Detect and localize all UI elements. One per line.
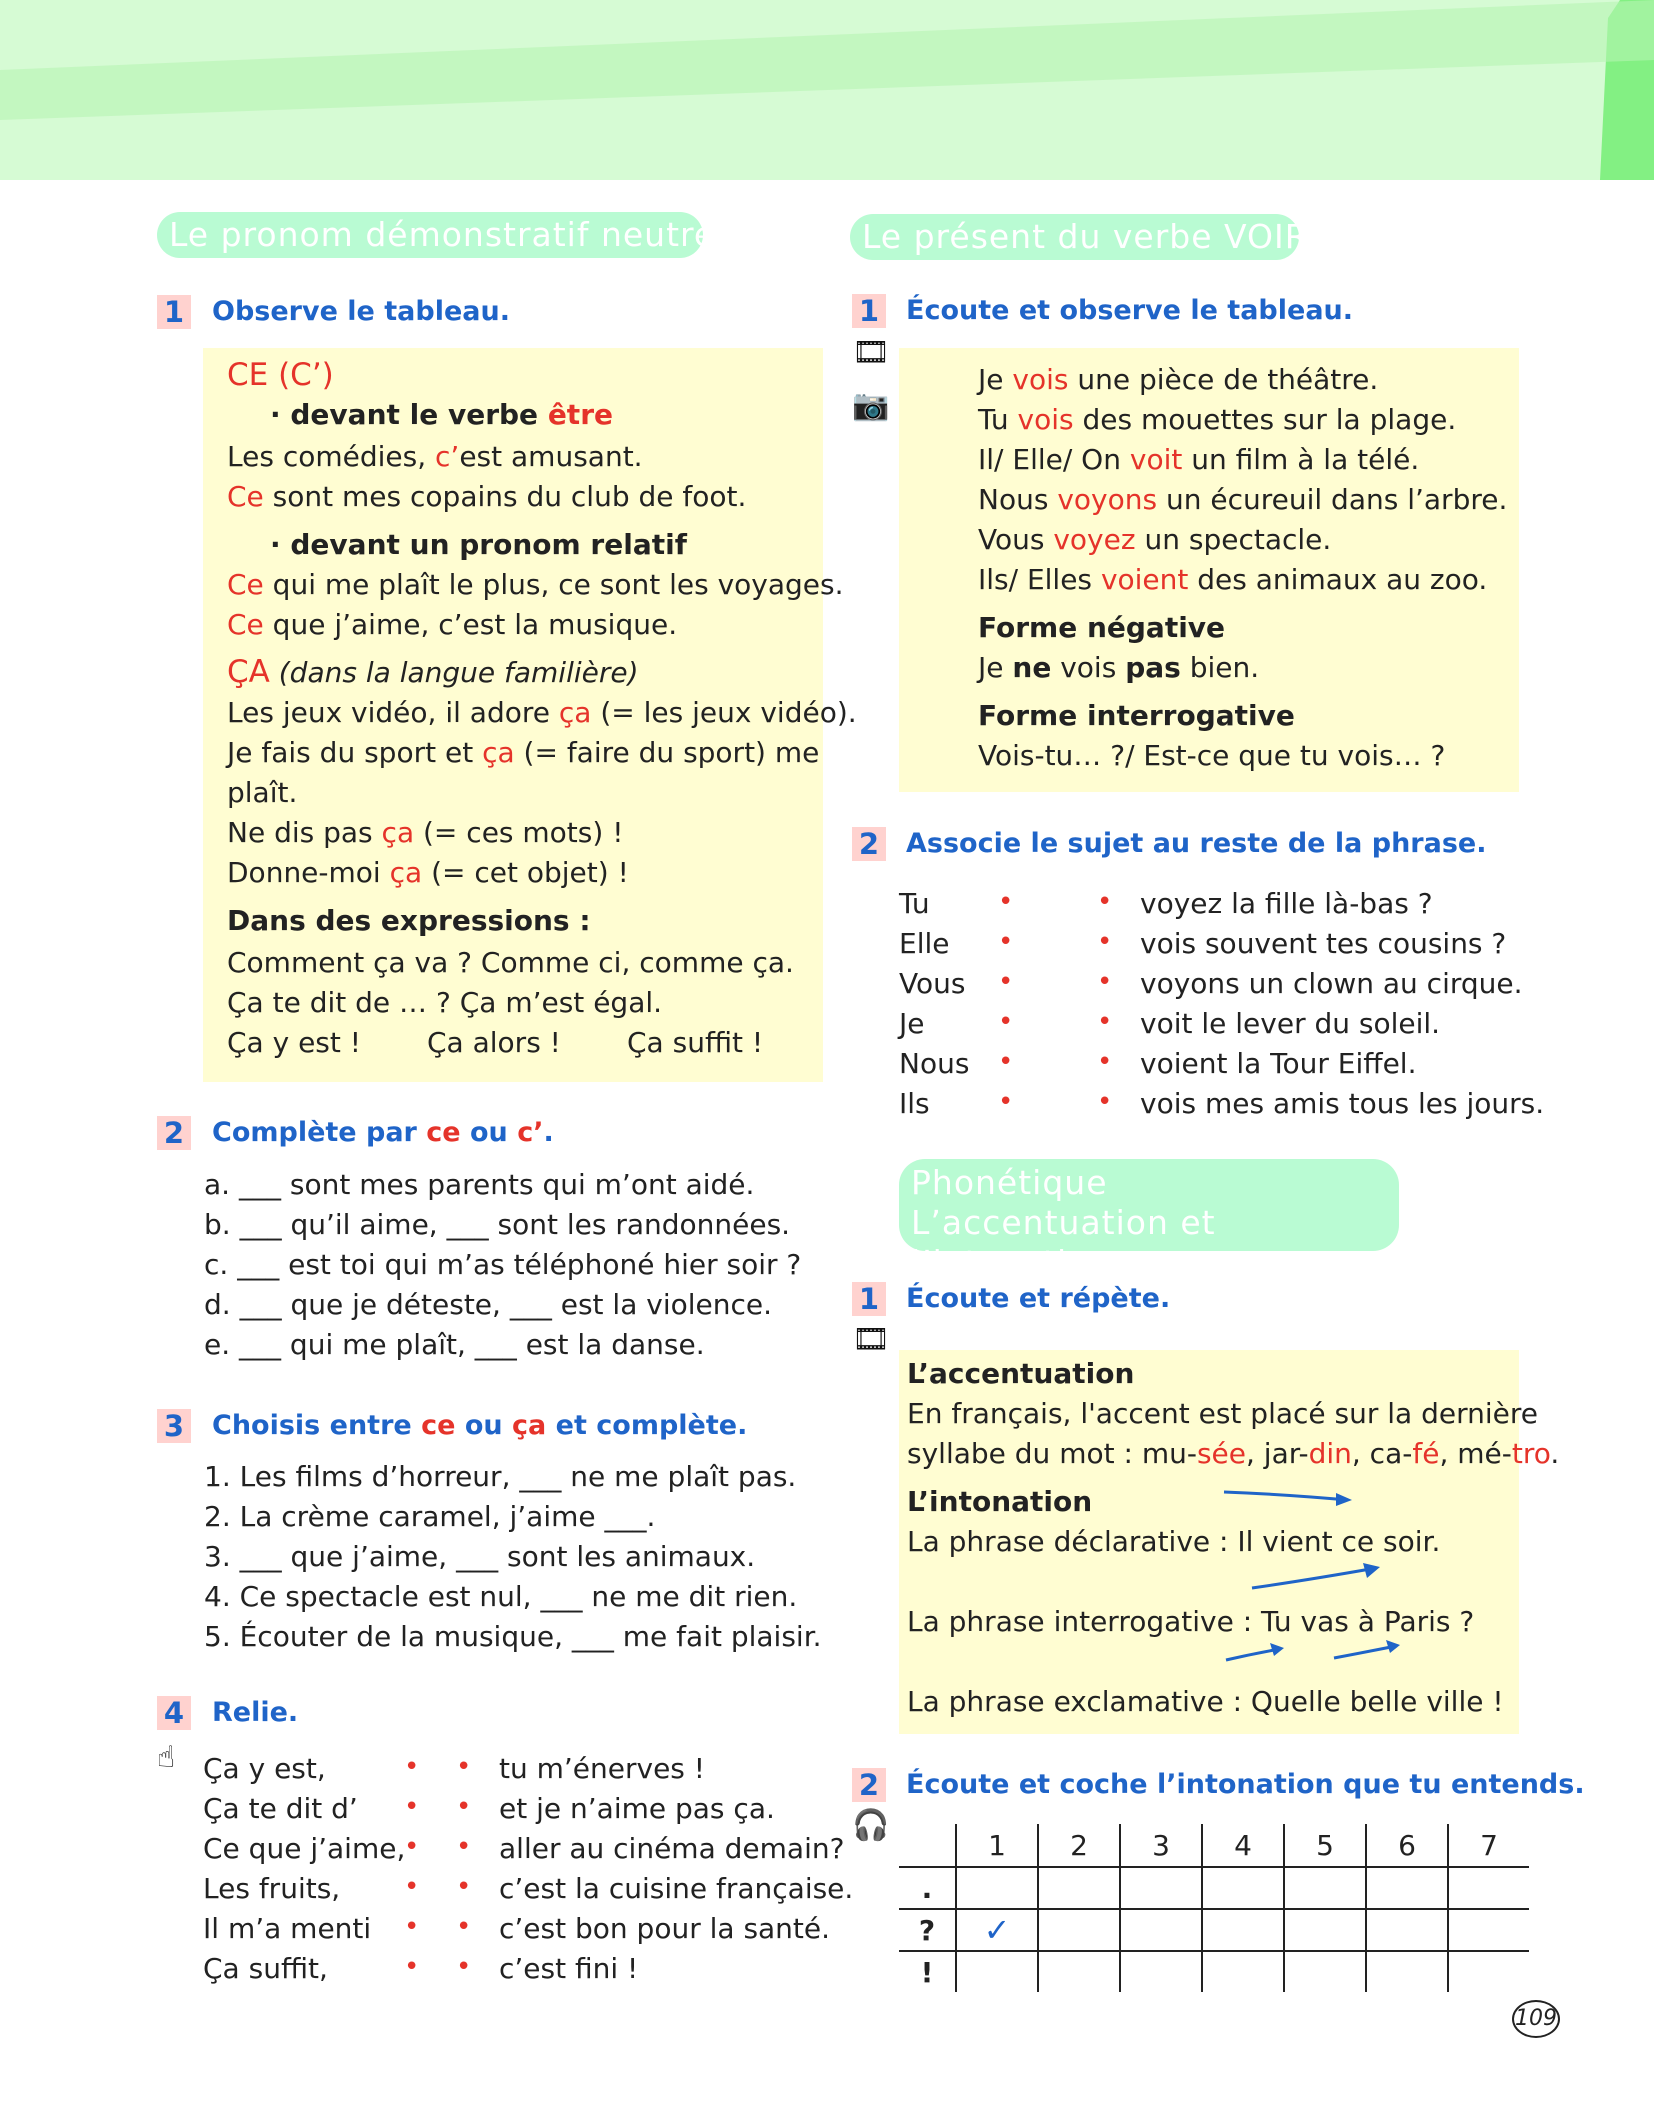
pointing-hand-icon: ☝	[157, 1740, 176, 1775]
check-mark: ✓	[983, 1911, 1011, 1949]
exercise-item: b. ___ qu’il aime, ___ sont les randonnées.	[204, 1208, 791, 1241]
intonation-grid	[899, 1824, 1529, 1992]
match-dot[interactable]: •	[1097, 887, 1113, 917]
match-right-item: voyons un clown au cirque.	[1140, 967, 1523, 1000]
grid-cell[interactable]	[956, 1909, 1038, 1951]
grid-col-header: 1	[956, 1824, 1038, 1867]
grid-header-row	[899, 1824, 1529, 1867]
grid-cell[interactable]	[1202, 1951, 1284, 1992]
match-right-item: c’est fini !	[499, 1952, 639, 1985]
match-left-item: Ils	[899, 1087, 930, 1120]
match-right-item: voyez la fille là-bas ?	[1140, 887, 1433, 920]
match-dot[interactable]: •	[998, 1087, 1014, 1117]
example-line: Ce qui me plaît le plus, ce sont les voyages.	[227, 568, 844, 601]
exercise-number: 4	[157, 1696, 191, 1730]
grid-cell[interactable]	[1038, 1951, 1120, 1992]
exercise-item: c. ___ est toi qui m’as téléphoné hier soir ?	[204, 1248, 802, 1281]
heading-expressions: Dans des expressions :	[227, 904, 591, 937]
match-left-item: Vous	[899, 967, 966, 1000]
expression-line: Comment ça va ? Comme ci, comme ça.	[227, 946, 794, 979]
expression-line: Ça y est !	[227, 1026, 361, 1059]
match-right-item: c’est bon pour la santé.	[499, 1912, 831, 1945]
accentuation-title: L’accentuation	[907, 1357, 1135, 1390]
grid-corner	[899, 1824, 956, 1867]
expression-line: Ça suffit !	[627, 1026, 764, 1059]
match-left-item: Ça te dit d’	[203, 1792, 358, 1825]
grid-col-header: 3	[1120, 1824, 1202, 1867]
match-left-item: Ça y est,	[203, 1752, 326, 1785]
exercise-item: 2. La crème caramel, j’aime ___.	[204, 1500, 656, 1533]
camera-icon[interactable]: 📷	[852, 388, 890, 423]
match-dot[interactable]: •	[456, 1752, 472, 1782]
grid-cell[interactable]	[956, 1867, 1038, 1909]
grid-cell[interactable]	[1448, 1867, 1529, 1909]
grid-cell[interactable]	[1038, 1909, 1120, 1951]
film-icon[interactable]: 🎞	[852, 335, 891, 370]
rising-intonation-arrow	[1330, 1636, 1410, 1662]
exercise-number: 2	[852, 1768, 886, 1802]
exercise-instruction: Complète par ce ou c’.	[212, 1117, 554, 1148]
grid-cell[interactable]	[1120, 1909, 1202, 1951]
match-dot[interactable]: •	[456, 1872, 472, 1902]
exercise-item: d. ___ que je déteste, ___ est la violence.	[204, 1288, 773, 1321]
match-left-item: Nous	[899, 1047, 970, 1080]
example-line: Les comédies, c’est amusant.	[227, 440, 643, 473]
conjugation-line: Il/ Elle/ On voit un film à la télé.	[978, 443, 1420, 476]
match-dot[interactable]: •	[1097, 967, 1113, 997]
section-title-demonstratif: Le pronom démonstratif neutre	[157, 212, 703, 258]
match-dot[interactable]: •	[404, 1952, 420, 1982]
match-dot[interactable]: •	[1097, 1087, 1113, 1117]
match-dot[interactable]: •	[404, 1872, 420, 1902]
intonation-declarative: La phrase déclarative : Il vient ce soir.	[907, 1525, 1441, 1558]
conjugation-line: Nous voyons un écureuil dans l’arbre.	[978, 483, 1508, 516]
grid-row-header: ?	[899, 1909, 956, 1951]
match-dot[interactable]: •	[404, 1912, 420, 1942]
exercise-number: 3	[157, 1409, 191, 1443]
grid-col-header: 2	[1038, 1824, 1120, 1867]
accentuation-text: En français, l'accent est placé sur la dernière	[907, 1397, 1539, 1430]
exercise-item: 4. Ce spectacle est nul, ___ ne me dit rien.	[204, 1580, 798, 1613]
exercise-instruction: Écoute et répète.	[906, 1283, 1171, 1314]
grid-cell[interactable]	[1448, 1909, 1529, 1951]
exercise-instruction: Relie.	[212, 1697, 299, 1728]
match-dot[interactable]: •	[998, 967, 1014, 997]
example-line: Je fais du sport et ça (= faire du sport) me	[227, 736, 820, 769]
rising-intonation-arrow	[1248, 1558, 1388, 1594]
grid-cell[interactable]	[1284, 1909, 1366, 1951]
match-left-item: Il m’a menti	[203, 1912, 372, 1945]
grid-row	[899, 1909, 1529, 1951]
match-dot[interactable]: •	[404, 1752, 420, 1782]
match-left-item: Ce que j’aime,	[203, 1832, 406, 1865]
exercise-instruction: Choisis entre ce ou ça et complète.	[212, 1410, 748, 1441]
intonation-title: L’intonation	[907, 1485, 1093, 1518]
grid-cell[interactable]	[1366, 1951, 1448, 1992]
exercise-number: 2	[157, 1116, 191, 1150]
match-dot[interactable]: •	[456, 1832, 472, 1862]
grid-cell[interactable]	[1284, 1951, 1366, 1992]
match-dot[interactable]: •	[404, 1792, 420, 1822]
grid-col-header: 6	[1366, 1824, 1448, 1867]
interrogative-form-title: Forme interrogative	[978, 699, 1295, 732]
grid-cell[interactable]	[1120, 1951, 1202, 1992]
heading-ca: ÇA (dans la langue familière)	[227, 654, 639, 690]
match-right-item: voit le lever du soleil.	[1140, 1007, 1441, 1040]
example-line: plaît.	[227, 776, 298, 809]
exercise-number: 1	[157, 295, 191, 329]
match-left-item: Je	[899, 1007, 925, 1040]
headphones-icon[interactable]: 🎧	[852, 1808, 890, 1843]
conjugation-line: Je vois une pièce de théâtre.	[978, 363, 1379, 396]
expression-line: Ça alors !	[427, 1026, 561, 1059]
conjugation-line: Tu vois des mouettes sur la plage.	[978, 403, 1457, 436]
exercise-number: 1	[852, 294, 886, 328]
grid-row	[899, 1951, 1529, 1992]
grid-cell[interactable]	[1366, 1867, 1448, 1909]
match-dot[interactable]: •	[998, 1047, 1014, 1077]
match-dot[interactable]: •	[1097, 927, 1113, 957]
match-dot[interactable]: •	[456, 1952, 472, 1982]
rule-verb-etre: · devant le verbe être	[270, 398, 613, 431]
grid-row	[899, 1867, 1529, 1909]
exercise-instruction: Associe le sujet au reste de la phrase.	[906, 828, 1487, 859]
expression-line: Ça te dit de … ? Ça m’est égal.	[227, 986, 663, 1019]
match-dot[interactable]: •	[1097, 1047, 1113, 1077]
match-dot[interactable]: •	[456, 1792, 472, 1822]
negative-form-example: Je ne vois pas bien.	[978, 651, 1260, 684]
example-line: Ce que j’aime, c’est la musique.	[227, 608, 678, 641]
example-line: Ne dis pas ça (= ces mots) !	[227, 816, 624, 849]
exercise-number: 2	[852, 827, 886, 861]
match-dot[interactable]: •	[404, 1832, 420, 1862]
rising-intonation-arrow	[1222, 1640, 1292, 1664]
exercise-item: 1. Les films d’horreur, ___ ne me plaît pas.	[204, 1460, 797, 1493]
exercise-number: 1	[852, 1282, 886, 1316]
phonetics-title-line: L’accentuation et l’intonation	[911, 1203, 1216, 1282]
intonation-exclamative: La phrase exclamative : Quelle belle ville !	[907, 1685, 1504, 1718]
film-icon[interactable]: 🎞	[852, 1322, 891, 1357]
conjugation-line: Ils/ Elles voient des animaux au zoo.	[978, 563, 1488, 596]
conjugation-line: Vous voyez un spectacle.	[978, 523, 1332, 556]
accentuation-text: syllabe du mot : mu-sée, jar-din, ca-fé, mé-tro.	[907, 1437, 1560, 1470]
grid-cell[interactable]	[956, 1951, 1038, 1992]
match-left-item: Ça suffit,	[203, 1952, 328, 1985]
exercise-instruction: Écoute et coche l’intonation que tu entends.	[906, 1769, 1585, 1800]
match-right-item: vois souvent tes cousins ?	[1140, 927, 1507, 960]
example-line: Les jeux vidéo, il adore ça (= les jeux vidéo).	[227, 696, 857, 729]
match-dot[interactable]: •	[456, 1912, 472, 1942]
exercise-instruction: Observe le tableau.	[212, 296, 510, 327]
match-right-item: vois mes amis tous les jours.	[1140, 1087, 1545, 1120]
grid-row-header: .	[899, 1867, 956, 1909]
exercise-item: e. ___ qui me plaît, ___ est la danse.	[204, 1328, 705, 1361]
exercise-item: a. ___ sont mes parents qui m’ont aidé.	[204, 1168, 755, 1201]
exercise-item: 3. ___ que j’aime, ___ sont les animaux.	[204, 1540, 756, 1573]
match-right-item: et je n’aime pas ça.	[499, 1792, 775, 1825]
match-right-item: voient la Tour Eiffel.	[1140, 1047, 1417, 1080]
grid-cell[interactable]	[1202, 1867, 1284, 1909]
intonation-interrogative: La phrase interrogative : Tu vas à Paris ?	[907, 1605, 1475, 1638]
grid-row-header: !	[920, 1955, 934, 1989]
match-dot[interactable]: •	[1097, 1007, 1113, 1037]
grid-cell[interactable]	[1202, 1909, 1284, 1951]
grid-cell[interactable]	[1120, 1867, 1202, 1909]
flat-intonation-arrow	[1220, 1480, 1360, 1510]
section-title-voir: Le présent du verbe VOIR	[850, 214, 1299, 260]
grid-cell[interactable]	[1284, 1867, 1366, 1909]
grid-col-header: 7	[1448, 1824, 1529, 1867]
page-number: 109	[1512, 2000, 1560, 2038]
section-title-phonetics	[899, 1159, 1399, 1282]
match-right-item: c’est la cuisine française.	[499, 1872, 854, 1905]
match-right-item: tu m’énerves !	[499, 1752, 706, 1785]
match-left-item: Tu	[899, 887, 930, 920]
match-dot[interactable]: •	[998, 1007, 1014, 1037]
heading-ce: CE (C’)	[227, 357, 334, 393]
example-line: Donne-moi ça (= cet objet) !	[227, 856, 629, 889]
phonetics-title-line: Phonétique	[911, 1163, 1108, 1202]
grid-col-header: 4	[1202, 1824, 1284, 1867]
negative-form-title: Forme négative	[978, 611, 1226, 644]
match-left-item: Les fruits,	[203, 1872, 341, 1905]
interrogative-form-example: Vois-tu… ?/ Est-ce que tu vois… ?	[978, 739, 1446, 772]
grid-col-header: 5	[1284, 1824, 1366, 1867]
grid-cell[interactable]	[1038, 1867, 1120, 1909]
grid-cell[interactable]	[1448, 1951, 1529, 1992]
rule-relative-pronoun: · devant un pronom relatif	[270, 528, 687, 561]
exercise-item: 5. Écouter de la musique, ___ me fait plaisir.	[204, 1620, 822, 1653]
grid-cell[interactable]	[1366, 1909, 1448, 1951]
match-dot[interactable]: •	[998, 887, 1014, 917]
example-line: Ce sont mes copains du club de foot.	[227, 480, 747, 513]
match-right-item: aller au cinéma demain?	[499, 1832, 845, 1865]
match-dot[interactable]: •	[998, 927, 1014, 957]
exercise-instruction: Écoute et observe le tableau.	[906, 295, 1354, 326]
match-left-item: Elle	[899, 927, 950, 960]
